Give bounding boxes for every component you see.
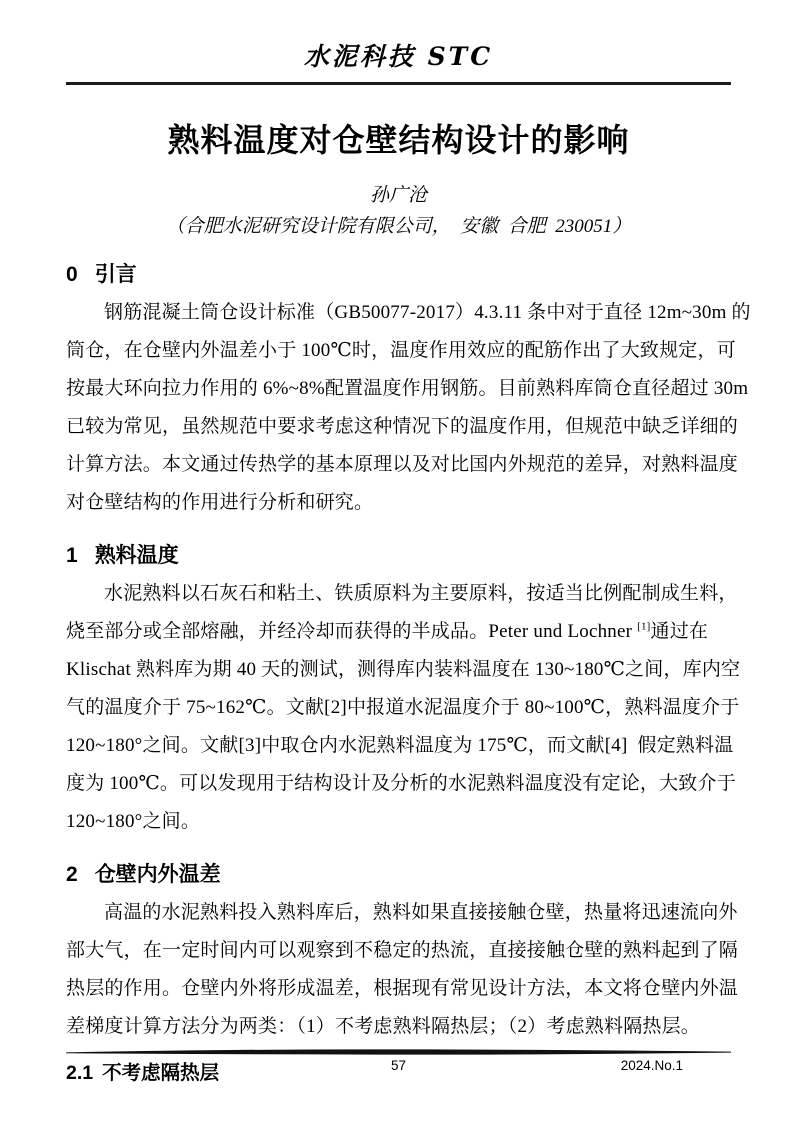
text-line: 差梯度计算方法分为两类：（1）不考虑熟料隔热层；（2）考虑熟料隔热层。 — [66, 1016, 701, 1037]
page-number: 57 — [390, 1058, 407, 1073]
section-title: 仓壁内外温差 — [94, 863, 221, 886]
text-line: 高温的水泥熟料投入熟料库后，熟料如果直接接触仓壁，热量将迅速流向外 — [104, 902, 738, 923]
text-line: Klischat 熟料库为期 40 天的测试，测得库内装料温度在 130~180℃之间，库内空 — [66, 659, 741, 680]
paragraph — [66, 294, 751, 522]
section-number: 2 — [66, 863, 78, 886]
text-line: 120~180°之间。 — [66, 811, 201, 832]
text-line: 部大气，在一定时间内可以观察到不稳定的热流，直接接触仓壁的熟料起到了隔 — [66, 940, 739, 961]
article-affiliation: （合肥水泥研究设计院有限公司， 安徽 合肥 230051） — [165, 216, 632, 237]
section-heading-0 — [66, 259, 731, 291]
text-line: 筒仓，在仓壁内外温差小于 100℃时，温度作用效应的配筋作出了大致规定，可 — [66, 340, 736, 361]
text-line: 计算方法。本文通过传热学的基本原理以及对比国内外规范的差异，对熟料温度 — [66, 454, 739, 475]
section-number: 0 — [66, 263, 78, 286]
text-line: 热层的作用。仓壁内外将形成温差，根据现有常见设计方法，本文将仓壁内外温 — [66, 978, 739, 999]
section-number: 2.1 — [66, 1062, 94, 1084]
paragraph — [66, 575, 741, 841]
text-line: 度为 100℃。可以发现用于结构设计及分析的水泥熟料温度没有定论，大致介于 — [66, 773, 736, 794]
footer-row — [66, 1056, 731, 1076]
citation-superscript: [1] — [637, 620, 651, 633]
section-title: 熟料温度 — [94, 544, 179, 567]
text-line: 120~180°之间。文献[3]中取仓内水泥熟料温度为 175℃，而文献[4] 假定熟料温 — [66, 735, 734, 756]
article-body — [66, 259, 751, 1088]
section-heading-1 — [66, 540, 731, 572]
section-title: 不考虑隔热层 — [102, 1062, 220, 1084]
paragraph — [66, 894, 739, 1046]
section-title: 引言 — [94, 263, 137, 286]
section-number: 1 — [66, 544, 78, 567]
text-line: 钢筋混凝土筒仓设计标准（GB50077-2017）4.3.11 条中对于直径 12m~30m 的 — [104, 302, 751, 323]
journal-name: 水泥科技 STC — [303, 42, 494, 71]
text-line: 已较为常见，虽然规范中要求考虑这种情况下的温度作用，但规范中缺乏详细的 — [66, 416, 739, 437]
text-line: 按最大环向拉力作用的 6%~8%配置温度作用钢筋。目前熟料库筒仓直径超过 30m — [66, 378, 749, 399]
journal-header — [66, 38, 731, 85]
section-heading-2 — [66, 859, 731, 891]
article-author: 孙广沧 — [369, 185, 427, 206]
issue-label: 2024.No.1 — [620, 1058, 683, 1073]
footer-rule — [66, 1048, 731, 1056]
article-title: 熟料温度对仓壁结构设计的影响 — [167, 122, 630, 158]
page-footer — [66, 1048, 731, 1076]
text-line: 气的温度介于 75~162℃。文献[2]中报道水泥温度介于 80~100℃，熟料温度介于 — [66, 697, 740, 718]
text-line: 水泥熟料以石灰石和粘土、铁质原料为主要原料，按适当比例配制成生料， — [104, 583, 738, 604]
text-line: 对仓壁结构的作用进行分析和研究。 — [66, 492, 374, 513]
header-rule — [66, 82, 731, 85]
text-line: 烧至部分或全部熔融，并经冷却而获得的半成品。Peter und Lochner [1]通过在 — [66, 620, 709, 642]
